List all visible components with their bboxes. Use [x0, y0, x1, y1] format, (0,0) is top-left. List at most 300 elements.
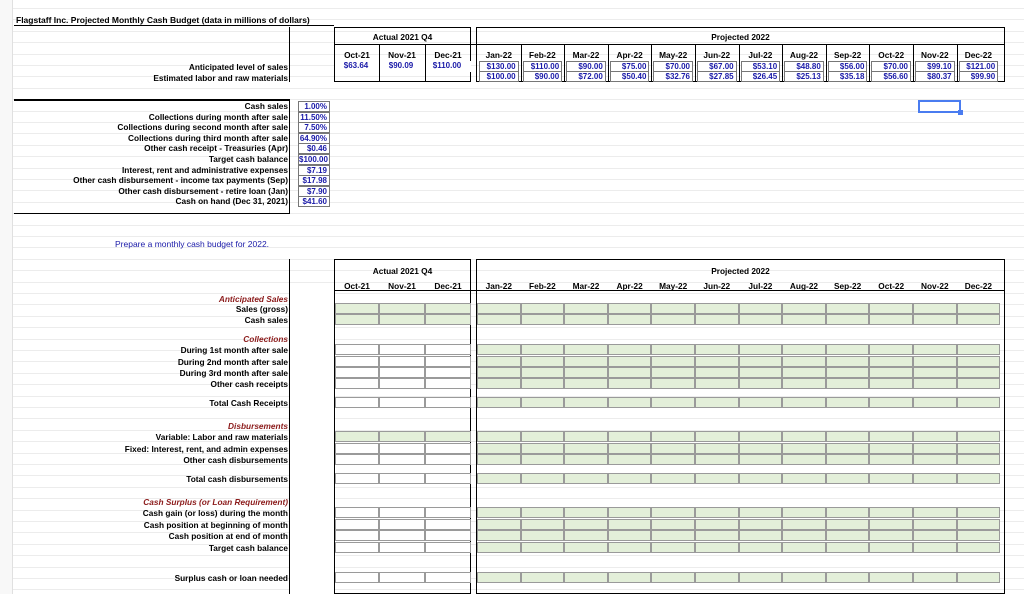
projected-sales-nov-22[interactable]: $99.10: [915, 61, 955, 72]
projected-cell-r11-c6[interactable]: [739, 443, 783, 454]
actual-cell-r6-c0[interactable]: [335, 367, 379, 378]
projected-cell-r8-c0[interactable]: [477, 397, 521, 408]
projected-sales-aug-22[interactable]: $48.80: [784, 61, 824, 72]
projected-cell-r19-c11[interactable]: [957, 572, 1001, 583]
param-value-3[interactable]: 64.90%: [298, 133, 330, 144]
projected-cell-r11-c3[interactable]: [608, 443, 652, 454]
projected-cell-r10-c5[interactable]: [695, 431, 739, 442]
actual-cell-r5-c2[interactable]: [425, 356, 471, 367]
projected-cell-r13-c8[interactable]: [826, 473, 870, 484]
projected-cell-r16-c1[interactable]: [521, 519, 565, 530]
budget-row-label-3: Collections: [243, 334, 288, 344]
projected-cell-r11-c10[interactable]: [913, 443, 957, 454]
projected-cell-r18-c2[interactable]: [564, 542, 608, 553]
projected-cell-r18-c0[interactable]: [477, 542, 521, 553]
selected-cell[interactable]: [918, 100, 961, 113]
col-divider: [695, 45, 696, 82]
gridline: [13, 236, 1024, 237]
projected-cell-r7-c9[interactable]: [869, 378, 913, 389]
projected-cell-r17-c7[interactable]: [782, 530, 826, 541]
projected-cell-r7-c8[interactable]: [826, 378, 870, 389]
projected-cell-r10-c3[interactable]: [608, 431, 652, 442]
actual-cell-r7-c2[interactable]: [425, 378, 471, 389]
param-value-5[interactable]: $100.00: [298, 154, 330, 165]
projected-cell-r8-c6[interactable]: [739, 397, 783, 408]
projected-cell-r4-c8[interactable]: [826, 344, 870, 355]
actual-cell-r15-c1[interactable]: [379, 507, 425, 518]
projected-cell-r1-c0[interactable]: [477, 303, 521, 314]
projected-cell-r1-c8[interactable]: [826, 303, 870, 314]
projected-cell-r12-c2[interactable]: [564, 454, 608, 465]
projected-sales-jun-22[interactable]: $67.00: [697, 61, 737, 72]
actual-sales-dec-21[interactable]: $110.00: [425, 61, 471, 72]
projected-cell-r6-c11[interactable]: [957, 367, 1001, 378]
projected-cell-r16-c9[interactable]: [869, 519, 913, 530]
projected-cell-r6-c2[interactable]: [564, 367, 608, 378]
projected-cell-r13-c3[interactable]: [608, 473, 652, 484]
projected-cell-r10-c6[interactable]: [739, 431, 783, 442]
projected-cell-r8-c10[interactable]: [913, 397, 957, 408]
actual-cell-r8-c2[interactable]: [425, 397, 471, 408]
projected-cell-r15-c11[interactable]: [957, 507, 1001, 518]
projected-sales-mar-22[interactable]: $90.00: [566, 61, 606, 72]
projected-labor-nov-22[interactable]: $80.37: [915, 71, 955, 82]
projected-cell-r15-c5[interactable]: [695, 507, 739, 518]
projected-cell-r12-c9[interactable]: [869, 454, 913, 465]
projected-cell-r5-c1[interactable]: [521, 356, 565, 367]
projected-cell-r6-c0[interactable]: [477, 367, 521, 378]
projected-cell-r15-c2[interactable]: [564, 507, 608, 518]
projected-cell-r5-c0[interactable]: [477, 356, 521, 367]
projected-cell-r10-c2[interactable]: [564, 431, 608, 442]
actual-sales-oct-21[interactable]: $63.64: [335, 61, 379, 72]
actual-cell-r12-c2[interactable]: [425, 454, 471, 465]
projected-cell-r16-c3[interactable]: [608, 519, 652, 530]
projected-cell-r18-c5[interactable]: [695, 542, 739, 553]
projected-sales-apr-22[interactable]: $75.00: [610, 61, 650, 72]
projected-cell-r15-c7[interactable]: [782, 507, 826, 518]
projected-cell-r2-c10[interactable]: [913, 314, 957, 325]
projected-cell-r11-c8[interactable]: [826, 443, 870, 454]
projected-cell-r16-c10[interactable]: [913, 519, 957, 530]
projected-cell-r5-c9[interactable]: [869, 356, 913, 367]
projected-cell-r10-c11[interactable]: [957, 431, 1001, 442]
projected-cell-r10-c0[interactable]: [477, 431, 521, 442]
projected-cell-r18-c4[interactable]: [651, 542, 695, 553]
projected-cell-r13-c2[interactable]: [564, 473, 608, 484]
projected-cell-r7-c1[interactable]: [521, 378, 565, 389]
projected-cell-r19-c0[interactable]: [477, 572, 521, 583]
projected-cell-r2-c1[interactable]: [521, 314, 565, 325]
projected-cell-r17-c3[interactable]: [608, 530, 652, 541]
projected-cell-r15-c3[interactable]: [608, 507, 652, 518]
actual-cell-r15-c0[interactable]: [335, 507, 379, 518]
projected-cell-r8-c1[interactable]: [521, 397, 565, 408]
actual-cell-r17-c2[interactable]: [425, 530, 471, 541]
projected-cell-r8-c11[interactable]: [957, 397, 1001, 408]
projected-cell-r12-c3[interactable]: [608, 454, 652, 465]
projected-cell-r8-c9[interactable]: [869, 397, 913, 408]
actual-cell-r15-c2[interactable]: [425, 507, 471, 518]
projected-cell-r12-c0[interactable]: [477, 454, 521, 465]
projected-cell-r5-c5[interactable]: [695, 356, 739, 367]
actual-cell-r11-c1[interactable]: [379, 443, 425, 454]
param-value-0[interactable]: 1.00%: [298, 101, 330, 112]
projected-cell-r19-c8[interactable]: [826, 572, 870, 583]
col-divider: [608, 45, 609, 82]
actual-cell-r2-c2[interactable]: [425, 314, 471, 325]
projected-labor-jun-22[interactable]: $27.85: [697, 71, 737, 82]
actual-cell-r19-c2[interactable]: [425, 572, 471, 583]
projected-cell-r11-c1[interactable]: [521, 443, 565, 454]
projected-labor-apr-22[interactable]: $50.40: [610, 71, 650, 82]
projected-cell-r11-c11[interactable]: [957, 443, 1001, 454]
projected-cell-r11-c9[interactable]: [869, 443, 913, 454]
projected-cell-r16-c11[interactable]: [957, 519, 1001, 530]
projected-cell-r13-c9[interactable]: [869, 473, 913, 484]
projected-cell-r1-c3[interactable]: [608, 303, 652, 314]
projected-cell-r17-c10[interactable]: [913, 530, 957, 541]
projected-cell-r1-c11[interactable]: [957, 303, 1001, 314]
actual-cell-r13-c1[interactable]: [379, 473, 425, 484]
projected-labor-jul-22[interactable]: $26.45: [741, 71, 781, 82]
projected-cell-r4-c3[interactable]: [608, 344, 652, 355]
actual-cell-r6-c1[interactable]: [379, 367, 425, 378]
actual-cell-r10-c2[interactable]: [425, 431, 471, 442]
projected-cell-r6-c6[interactable]: [739, 367, 783, 378]
projected-labor-mar-22[interactable]: $72.00: [566, 71, 606, 82]
projected-cell-r13-c0[interactable]: [477, 473, 521, 484]
bottom-month-header-oct-21: Oct-21: [344, 281, 370, 291]
param-label-5: Target cash balance: [208, 154, 288, 164]
projected-cell-r6-c10[interactable]: [913, 367, 957, 378]
projected-cell-r2-c8[interactable]: [826, 314, 870, 325]
projected-sales-jan-22[interactable]: $130.00: [479, 61, 519, 72]
projected-cell-r1-c7[interactable]: [782, 303, 826, 314]
actual-cell-r18-c1[interactable]: [379, 542, 425, 553]
projected-cell-r6-c3[interactable]: [608, 367, 652, 378]
bottom-month-header-sep-22: Sep-22: [833, 281, 862, 291]
projected-cell-r12-c10[interactable]: [913, 454, 957, 465]
projected-cell-r11-c4[interactable]: [651, 443, 695, 454]
actual-cell-r2-c0[interactable]: [335, 314, 379, 325]
projected-cell-r5-c6[interactable]: [739, 356, 783, 367]
projected-cell-r13-c7[interactable]: [782, 473, 826, 484]
projected-cell-r17-c2[interactable]: [564, 530, 608, 541]
budget-row-label-17: Cash position at end of month: [168, 531, 288, 541]
projected-cell-r18-c3[interactable]: [608, 542, 652, 553]
projected-sales-jul-22[interactable]: $53.10: [741, 61, 781, 72]
projected-cell-r7-c2[interactable]: [564, 378, 608, 389]
projected-cell-r15-c1[interactable]: [521, 507, 565, 518]
projected-cell-r17-c0[interactable]: [477, 530, 521, 541]
projected-cell-r7-c3[interactable]: [608, 378, 652, 389]
actual-cell-r16-c1[interactable]: [379, 519, 425, 530]
projected-labor-feb-22[interactable]: $90.00: [523, 71, 563, 82]
projected-cell-r7-c7[interactable]: [782, 378, 826, 389]
month-header-dec-21: Dec-21: [434, 50, 462, 60]
projected-cell-r16-c2[interactable]: [564, 519, 608, 530]
projected-cell-r12-c8[interactable]: [826, 454, 870, 465]
projected-cell-r4-c10[interactable]: [913, 344, 957, 355]
projected-cell-r7-c5[interactable]: [695, 378, 739, 389]
projected-labor-aug-22[interactable]: $25.13: [784, 71, 824, 82]
projected-cell-r19-c9[interactable]: [869, 572, 913, 583]
projected-cell-r10-c4[interactable]: [651, 431, 695, 442]
param-value-9[interactable]: $41.60: [298, 196, 330, 207]
actual-cell-r4-c1[interactable]: [379, 344, 425, 355]
projected-cell-r1-c4[interactable]: [651, 303, 695, 314]
projected-cell-r10-c1[interactable]: [521, 431, 565, 442]
actual-cell-r18-c0[interactable]: [335, 542, 379, 553]
fill-handle[interactable]: [958, 110, 963, 115]
actual-cell-r5-c1[interactable]: [379, 356, 425, 367]
projected-cell-r18-c11[interactable]: [957, 542, 1001, 553]
projected-cell-r15-c10[interactable]: [913, 507, 957, 518]
actual-cell-r12-c1[interactable]: [379, 454, 425, 465]
projected-cell-r8-c3[interactable]: [608, 397, 652, 408]
projected-sales-oct-22[interactable]: $70.00: [871, 61, 911, 72]
actual-cell-r4-c0[interactable]: [335, 344, 379, 355]
projected-cell-r17-c6[interactable]: [739, 530, 783, 541]
projected-cell-r15-c0[interactable]: [477, 507, 521, 518]
projected-cell-r18-c6[interactable]: [739, 542, 783, 553]
actual-cell-r12-c0[interactable]: [335, 454, 379, 465]
projected-cell-r6-c8[interactable]: [826, 367, 870, 378]
projected-cell-r18-c8[interactable]: [826, 542, 870, 553]
projected-cell-r17-c4[interactable]: [651, 530, 695, 541]
projected-cell-r15-c6[interactable]: [739, 507, 783, 518]
projected-cell-r2-c5[interactable]: [695, 314, 739, 325]
projected-cell-r18-c9[interactable]: [869, 542, 913, 553]
budget-row-label-16: Cash position at beginning of month: [143, 520, 288, 530]
projected-labor-oct-22[interactable]: $56.60: [871, 71, 911, 82]
actual-cell-r8-c0[interactable]: [335, 397, 379, 408]
projected-cell-r19-c6[interactable]: [739, 572, 783, 583]
projected-labor-jan-22[interactable]: $100.00: [479, 71, 519, 82]
projected-cell-r13-c1[interactable]: [521, 473, 565, 484]
actual-cell-r7-c1[interactable]: [379, 378, 425, 389]
projected-cell-r13-c4[interactable]: [651, 473, 695, 484]
projected-cell-r4-c9[interactable]: [869, 344, 913, 355]
projected-cell-r10-c9[interactable]: [869, 431, 913, 442]
projected-cell-r1-c6[interactable]: [739, 303, 783, 314]
param-value-6[interactable]: $7.19: [298, 165, 330, 176]
projected-cell-r2-c4[interactable]: [651, 314, 695, 325]
projected-cell-r6-c9[interactable]: [869, 367, 913, 378]
projected-cell-r1-c10[interactable]: [913, 303, 957, 314]
projected-cell-r4-c7[interactable]: [782, 344, 826, 355]
actual-cell-r13-c2[interactable]: [425, 473, 471, 484]
actual-cell-r1-c0[interactable]: [335, 303, 379, 314]
month-header-aug-22: Aug-22: [789, 50, 819, 60]
projected-cell-r6-c4[interactable]: [651, 367, 695, 378]
param-value-4[interactable]: $0.46: [298, 143, 330, 154]
actual-cell-r5-c0[interactable]: [335, 356, 379, 367]
projected-cell-r10-c10[interactable]: [913, 431, 957, 442]
projected-cell-r15-c4[interactable]: [651, 507, 695, 518]
param-value-2[interactable]: 7.50%: [298, 122, 330, 133]
param-value-7[interactable]: $17.98: [298, 175, 330, 186]
projected-cell-r2-c6[interactable]: [739, 314, 783, 325]
col-divider: [957, 45, 958, 82]
actual-cell-r16-c2[interactable]: [425, 519, 471, 530]
projected-sales-dec-22[interactable]: $121.00: [959, 61, 999, 72]
projected-cell-r17-c8[interactable]: [826, 530, 870, 541]
projected-cell-r7-c4[interactable]: [651, 378, 695, 389]
projected-cell-r12-c11[interactable]: [957, 454, 1001, 465]
projected-cell-r5-c7[interactable]: [782, 356, 826, 367]
projected-labor-dec-22[interactable]: $99.90: [959, 71, 999, 82]
projected-cell-r10-c8[interactable]: [826, 431, 870, 442]
actual-cell-r7-c0[interactable]: [335, 378, 379, 389]
projected-cell-r4-c5[interactable]: [695, 344, 739, 355]
projected-cell-r7-c6[interactable]: [739, 378, 783, 389]
actual-cell-r17-c1[interactable]: [379, 530, 425, 541]
actual-cell-r11-c0[interactable]: [335, 443, 379, 454]
projected-cell-r8-c5[interactable]: [695, 397, 739, 408]
projected-cell-r16-c6[interactable]: [739, 519, 783, 530]
projected-cell-r11-c5[interactable]: [695, 443, 739, 454]
actual-sales-nov-21[interactable]: $90.09: [379, 61, 425, 72]
projected-cell-r4-c0[interactable]: [477, 344, 521, 355]
projected-cell-r12-c4[interactable]: [651, 454, 695, 465]
actual-cell-r4-c2[interactable]: [425, 344, 471, 355]
projected-cell-r17-c11[interactable]: [957, 530, 1001, 541]
projected-cell-r2-c11[interactable]: [957, 314, 1001, 325]
actual-cell-r2-c1[interactable]: [379, 314, 425, 325]
projected-cell-r5-c4[interactable]: [651, 356, 695, 367]
projected-cell-r2-c7[interactable]: [782, 314, 826, 325]
projected-cell-r7-c10[interactable]: [913, 378, 957, 389]
projected-cell-r11-c7[interactable]: [782, 443, 826, 454]
projected-cell-r6-c7[interactable]: [782, 367, 826, 378]
projected-cell-r7-c0[interactable]: [477, 378, 521, 389]
actual-cell-r1-c1[interactable]: [379, 303, 425, 314]
projected-cell-r1-c1[interactable]: [521, 303, 565, 314]
row-header-gutter: [0, 0, 13, 594]
projected-cell-r13-c10[interactable]: [913, 473, 957, 484]
projected-cell-r1-c2[interactable]: [564, 303, 608, 314]
projected-cell-r4-c4[interactable]: [651, 344, 695, 355]
projected-cell-r19-c5[interactable]: [695, 572, 739, 583]
projected-sales-feb-22[interactable]: $110.00: [523, 61, 563, 72]
projected-header-bottom: Projected 2022: [711, 266, 770, 276]
projected-cell-r5-c2[interactable]: [564, 356, 608, 367]
projected-cell-r8-c8[interactable]: [826, 397, 870, 408]
projected-cell-r17-c1[interactable]: [521, 530, 565, 541]
projected-sales-may-22[interactable]: $70.00: [653, 61, 693, 72]
actual-cell-r18-c2[interactable]: [425, 542, 471, 553]
projected-cell-r11-c2[interactable]: [564, 443, 608, 454]
projected-cell-r2-c2[interactable]: [564, 314, 608, 325]
projected-cell-r12-c1[interactable]: [521, 454, 565, 465]
projected-cell-r16-c0[interactable]: [477, 519, 521, 530]
projected-cell-r6-c1[interactable]: [521, 367, 565, 378]
actual-cell-r8-c1[interactable]: [379, 397, 425, 408]
projected-cell-r5-c11[interactable]: [957, 356, 1001, 367]
projected-cell-r18-c7[interactable]: [782, 542, 826, 553]
param-value-8[interactable]: $7.90: [298, 186, 330, 197]
projected-cell-r12-c7[interactable]: [782, 454, 826, 465]
projected-cell-r13-c6[interactable]: [739, 473, 783, 484]
projected-cell-r12-c6[interactable]: [739, 454, 783, 465]
projected-cell-r16-c8[interactable]: [826, 519, 870, 530]
projected-cell-r18-c10[interactable]: [913, 542, 957, 553]
actual-cell-r6-c2[interactable]: [425, 367, 471, 378]
projected-sales-sep-22[interactable]: $56.00: [828, 61, 868, 72]
budget-row-label-10: Variable: Labor and raw materials: [155, 432, 288, 442]
projected-cell-r4-c1[interactable]: [521, 344, 565, 355]
projected-cell-r16-c4[interactable]: [651, 519, 695, 530]
projected-cell-r16-c7[interactable]: [782, 519, 826, 530]
budget-row-label-12: Other cash disbursements: [183, 455, 288, 465]
projected-cell-r1-c5[interactable]: [695, 303, 739, 314]
projected-cell-r8-c4[interactable]: [651, 397, 695, 408]
projected-cell-r17-c9[interactable]: [869, 530, 913, 541]
actual-cell-r19-c0[interactable]: [335, 572, 379, 583]
actual-cell-r17-c0[interactable]: [335, 530, 379, 541]
projected-cell-r1-c9[interactable]: [869, 303, 913, 314]
projected-cell-r19-c1[interactable]: [521, 572, 565, 583]
projected-cell-r19-c4[interactable]: [651, 572, 695, 583]
projected-cell-r12-c5[interactable]: [695, 454, 739, 465]
projected-cell-r8-c2[interactable]: [564, 397, 608, 408]
projected-cell-r15-c9[interactable]: [869, 507, 913, 518]
projected-cell-r5-c3[interactable]: [608, 356, 652, 367]
projected-cell-r19-c7[interactable]: [782, 572, 826, 583]
projected-cell-r18-c1[interactable]: [521, 542, 565, 553]
projected-cell-r2-c3[interactable]: [608, 314, 652, 325]
projected-cell-r8-c7[interactable]: [782, 397, 826, 408]
projected-cell-r10-c7[interactable]: [782, 431, 826, 442]
actual-cell-r1-c2[interactable]: [425, 303, 471, 314]
actual-cell-r16-c0[interactable]: [335, 519, 379, 530]
actual-cell-r11-c2[interactable]: [425, 443, 471, 454]
budget-row-label-7: Other cash receipts: [210, 379, 288, 389]
projected-cell-r5-c8[interactable]: [826, 356, 870, 367]
param-value-1[interactable]: 11.50%: [298, 112, 330, 123]
projected-cell-r2-c9[interactable]: [869, 314, 913, 325]
projected-cell-r4-c11[interactable]: [957, 344, 1001, 355]
projected-cell-r19-c10[interactable]: [913, 572, 957, 583]
actual-cell-r10-c0[interactable]: [335, 431, 379, 442]
projected-cell-r7-c11[interactable]: [957, 378, 1001, 389]
projected-cell-r19-c3[interactable]: [608, 572, 652, 583]
actual-cell-r13-c0[interactable]: [335, 473, 379, 484]
projected-cell-r19-c2[interactable]: [564, 572, 608, 583]
projected-cell-r13-c5[interactable]: [695, 473, 739, 484]
projected-cell-r6-c5[interactable]: [695, 367, 739, 378]
param-label-1: Collections during month after sale: [148, 111, 288, 122]
projected-cell-r13-c11[interactable]: [957, 473, 1001, 484]
projected-labor-sep-22[interactable]: $35.18: [828, 71, 868, 82]
projected-cell-r17-c5[interactable]: [695, 530, 739, 541]
projected-cell-r11-c0[interactable]: [477, 443, 521, 454]
projected-cell-r16-c5[interactable]: [695, 519, 739, 530]
projected-cell-r15-c8[interactable]: [826, 507, 870, 518]
actual-cell-r19-c1[interactable]: [379, 572, 425, 583]
projected-labor-may-22[interactable]: $32.76: [653, 71, 693, 82]
projected-cell-r4-c6[interactable]: [739, 344, 783, 355]
projected-cell-r2-c0[interactable]: [477, 314, 521, 325]
bottom-month-header-may-22: May-22: [659, 281, 688, 291]
projected-cell-r5-c10[interactable]: [913, 356, 957, 367]
bottom-month-header-apr-22: Apr-22: [616, 281, 643, 291]
label-divider-top: [289, 27, 290, 82]
actual-cell-r10-c1[interactable]: [379, 431, 425, 442]
projected-cell-r4-c2[interactable]: [564, 344, 608, 355]
